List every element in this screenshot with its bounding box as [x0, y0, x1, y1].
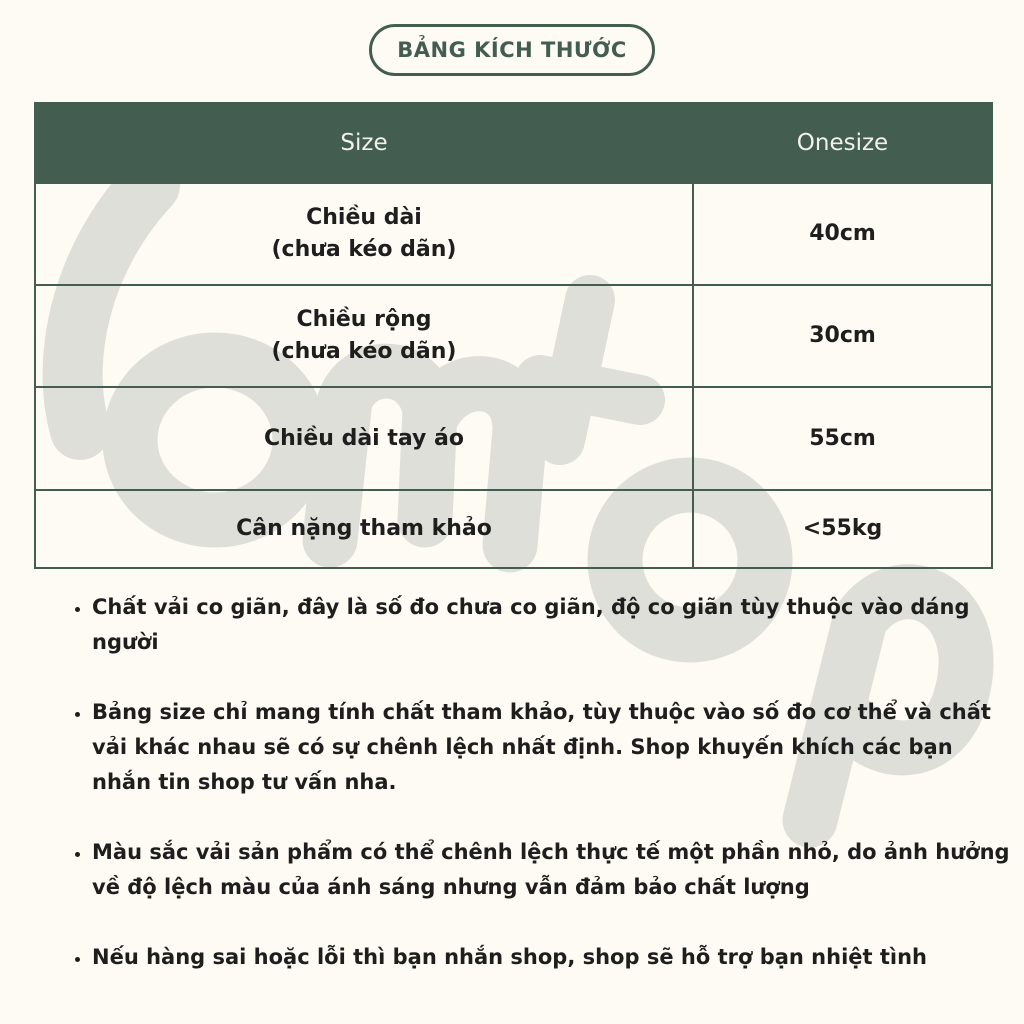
- table-row: [35, 285, 992, 387]
- row-value: 40cm: [693, 183, 992, 285]
- list-item: • Nếu hàng sai hoặc lỗi thì bạn nhắn shop, shop sẽ hỗ trợ bạn nhiệt tình: [92, 940, 1012, 975]
- header-onesize: Onesize: [693, 103, 992, 183]
- row-label: Chiều dài tay áo: [35, 387, 693, 490]
- label-line: (chưa kéo dãn): [271, 237, 457, 262]
- list-item: • Chất vải co giãn, đây là số đo chưa co giãn, độ co giãn tùy thuộc vào dáng người: [92, 590, 1012, 660]
- page-title: BẢNG KÍCH THƯỚC: [369, 24, 655, 76]
- row-label: [35, 285, 693, 387]
- size-table: [34, 102, 993, 569]
- table-row: [35, 387, 992, 490]
- label-line: Chiều dài: [306, 205, 422, 230]
- notes-list: [64, 590, 1012, 1010]
- row-value: 55cm: [693, 387, 992, 490]
- row-value: <55kg: [693, 490, 992, 568]
- row-label: [35, 183, 693, 285]
- label-line: Chiều rộng: [296, 307, 432, 332]
- list-item: • Bảng size chỉ mang tính chất tham khảo, tùy thuộc vào số đo cơ thể và chất vải khác nhau sẽ có sự chênh lệch nhất định. Shop khuyến khích các bạn nhắn tin shop tư vấn nha.: [92, 695, 1012, 800]
- table-header-row: [35, 103, 992, 183]
- label-line: (chưa kéo dãn): [271, 339, 457, 364]
- table-row: [35, 490, 992, 568]
- row-label: Cân nặng tham khảo: [35, 490, 693, 568]
- table-row: [35, 183, 992, 285]
- header-size: Size: [35, 103, 693, 183]
- row-value: 30cm: [693, 285, 992, 387]
- list-item: • Màu sắc vải sản phẩm có thể chênh lệch thực tế một phần nhỏ, do ảnh hưởng về độ lệch màu của ánh sáng nhưng vẫn đảm bảo chất lượng: [92, 835, 1012, 905]
